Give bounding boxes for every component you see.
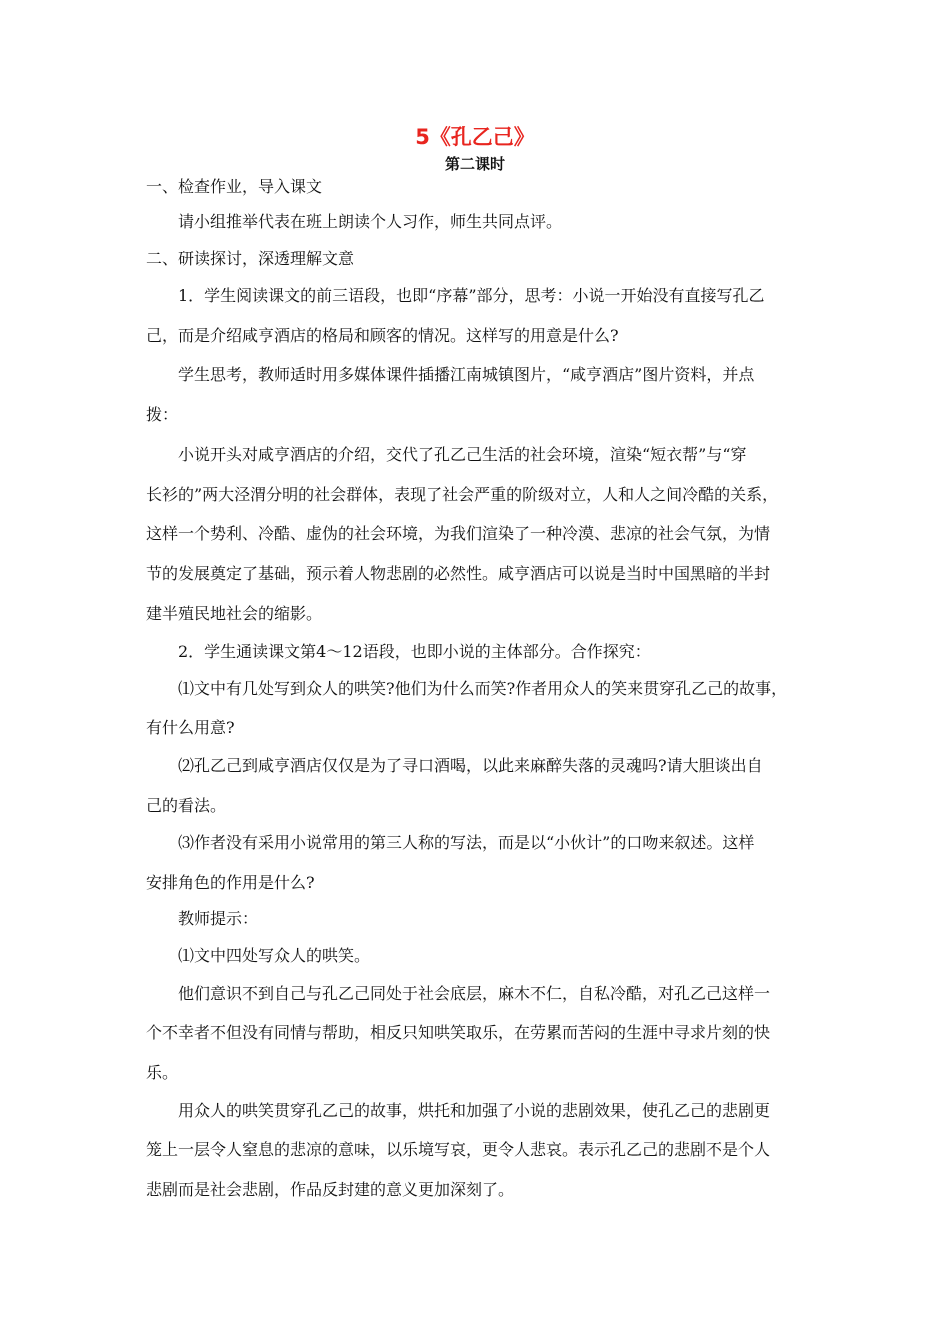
paragraph-line: 己的看法。 (146, 796, 227, 815)
paragraph-line: 小说开头对咸亨酒店的介绍，交代了孔乙己生活的社会环境，渲染“短衣帮”与“穿 (178, 445, 747, 464)
paragraph-line: 己，而是介绍咸亨酒店的格局和顾客的情况。这样写的用意是什么? (146, 326, 619, 345)
heading-section-1: 一、检查作业，导入课文 (146, 177, 323, 196)
paragraph-line: ⑶作者没有采用小说常用的第三人称的写法，而是以“小伙计”的口吻来叙述。这样 (178, 833, 755, 852)
paragraph-line: 教师提示： (178, 909, 259, 928)
paragraph-line: 用众人的哄笑贯穿孔乙己的故事，烘托和加强了小说的悲剧效果，使孔乙己的悲剧更 (178, 1101, 771, 1120)
paragraph-line: 建半殖民地社会的缩影。 (146, 604, 323, 623)
paragraph-line: ⑵孔乙己到咸亨酒店仅仅是为了寻口酒喝，以此来麻醉失落的灵魂吗?请大胆谈出自 (178, 756, 763, 775)
paragraph-line: 学生思考，教师适时用多媒体课件插播江南城镇图片，“咸亨酒店”图片资料，并点 (178, 365, 755, 384)
paragraph-line: 乐。 (146, 1063, 179, 1082)
paragraph-line: ⑴文中有几处写到众人的哄笑?他们为什么而笑?作者用众人的笑来贯穿孔乙己的故事， (178, 679, 788, 698)
paragraph-line: 拨： (146, 405, 179, 424)
paragraph-line: 悲剧而是社会悲剧，作品反封建的意义更加深刻了。 (146, 1180, 515, 1199)
paragraph-line: ⑴文中四处写众人的哄笑。 (178, 946, 371, 965)
paragraph-line: 安排角色的作用是什么? (146, 873, 315, 892)
document-title: 5《孔乙己》 (415, 125, 535, 149)
paragraph-line: 请小组推举代表在班上朗读个人习作，师生共同点评。 (178, 212, 563, 231)
paragraph-line: 有什么用意? (146, 718, 235, 737)
paragraph-line: 这样一个势利、冷酷、虚伪的社会环境，为我们渲染了一种冷漠、悲凉的社会气氛，为情 (146, 524, 771, 543)
paragraph-line: 笼上一层令人窒息的悲凉的意味，以乐境写哀，更令人悲哀。表示孔乙己的悲剧不是个人 (146, 1140, 771, 1159)
document-subtitle: 第二课时 (444, 155, 505, 173)
paragraph-line: 1．学生阅读课文的前三语段，也即“序幕”部分，思考：小说一开始没有直接写孔乙 (178, 286, 765, 305)
paragraph-line: 节的发展奠定了基础，预示着人物悲剧的必然性。咸亨酒店可以说是当时中国黑暗的半封 (146, 564, 771, 583)
paragraph-line: 个不幸者不但没有同情与帮助，相反只知哄笑取乐，在劳累而苦闷的生涯中寻求片刻的快 (146, 1023, 771, 1042)
paragraph-line: 2．学生通读课文第4～12语段，也即小说的主体部分。合作探究： (178, 642, 651, 661)
paragraph-line: 他们意识不到自己与孔乙己同处于社会底层，麻木不仁，自私冷酷，对孔乙己这样一 (178, 984, 771, 1003)
paragraph-line: 长衫的”两大泾渭分明的社会群体，表现了社会严重的阶级对立，人和人之间冷酷的关系， (146, 485, 779, 504)
heading-section-2: 二、研读探讨，深透理解文意 (146, 249, 355, 268)
